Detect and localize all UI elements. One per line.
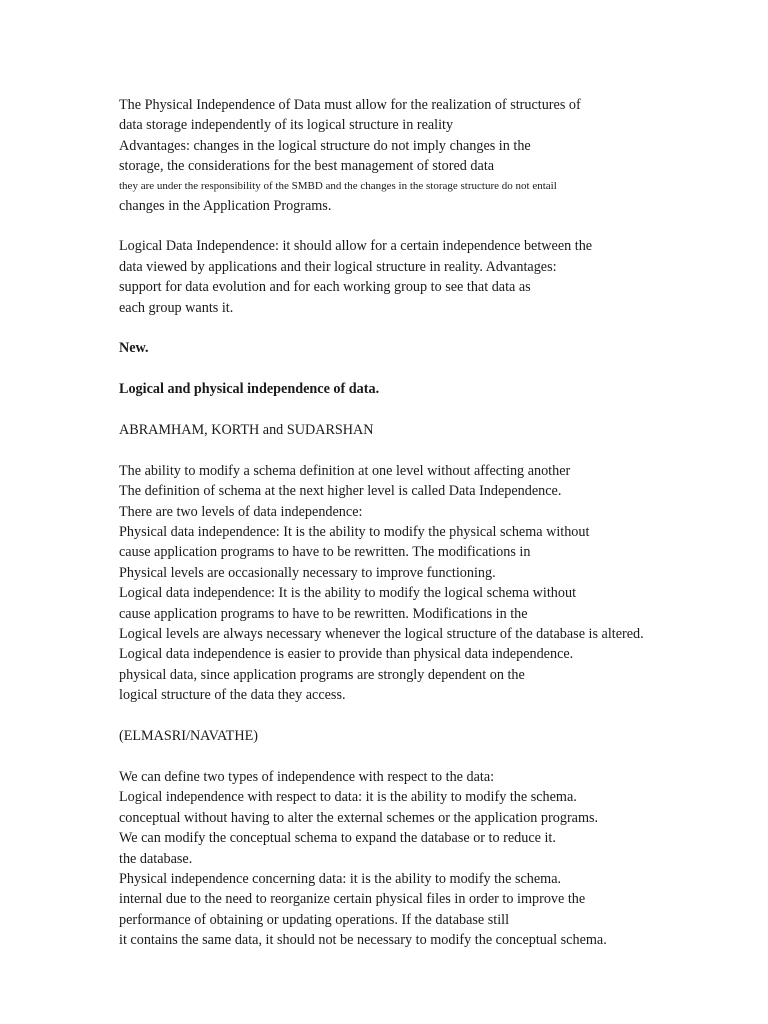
text-line: The definition of schema at the next higher level is called Data Independence. (119, 483, 562, 500)
text-line: There are two levels of data independence: (119, 503, 363, 520)
text-line: data viewed by applications and their logical structure in reality. Advantages: (119, 258, 557, 275)
text-line: performance of obtaining or updating operations. If the database still (119, 911, 510, 928)
text-line: Physical levels are occasionally necessary to improve functioning. (119, 564, 496, 581)
authors-korth: ABRAMHAM, KORTH and SUDARSHAN (119, 422, 374, 439)
text-line: the database. (119, 850, 193, 867)
text-line: support for data evolution and for each working group to see that data as (119, 279, 531, 296)
text-line: physical data, since application programs are strongly dependent on the (119, 666, 525, 683)
text-line: internal due to the need to reorganize certain physical files in order to improve the (119, 891, 586, 908)
text-line: The ability to modify a schema definition at one level without affecting another (119, 462, 571, 479)
text-line: logical structure of the data they access. (119, 687, 346, 704)
text-line: The Physical Independence of Data must allow for the realization of structures of (119, 97, 581, 113)
text-line: cause application programs to have to be rewritten. Modifications in the (119, 605, 528, 622)
section-heading: Logical and physical independence of data. (119, 381, 380, 398)
paragraph-physical-independence (119, 95, 739, 216)
text-line: Logical Data Independence: it should allow for a certain independence between the (119, 238, 593, 255)
text-line: Logical data independence: It is the ability to modify the logical schema without (119, 585, 577, 602)
text-line: We can define two types of independence with respect to the data: (119, 768, 495, 785)
text-line: Physical data independence: It is the ability to modify the physical schema without (119, 524, 590, 541)
text-line: Logical data independence is easier to provide than physical data independence. (119, 646, 574, 663)
new-label: New. (119, 340, 149, 357)
paragraph-elmasri-definition (119, 767, 739, 951)
text-line: each group wants it. (119, 299, 234, 316)
text-line: Physical independence concerning data: it is the ability to modify the schema. (119, 870, 562, 887)
text-line: Advantages: changes in the logical structure do not imply changes in the (119, 137, 531, 154)
authors-elmasri: (ELMASRI/NAVATHE) (119, 728, 258, 745)
text-line: cause application programs to have to be rewritten. The modifications in (119, 544, 531, 561)
text-line: Logical independence with respect to data: it is the ability to modify the schema. (119, 789, 577, 806)
text-line: We can modify the conceptual schema to expand the database or to reduce it. (119, 830, 556, 847)
text-line-small: they are under the responsibility of the SMBD and the changes in the storage structure do not entail (119, 179, 557, 192)
text-line: data storage independently of its logical structure in reality (119, 117, 454, 134)
text-line: changes in the Application Programs. (119, 197, 332, 214)
paragraph-logical-independence (119, 236, 739, 318)
text-line: conceptual without having to alter the external schemes or the application programs. (119, 809, 599, 826)
document-page (119, 95, 739, 971)
text-line: storage, the considerations for the best management of stored data (119, 158, 495, 175)
text-line: Logical levels are always necessary whenever the logical structure of the database is altered. (119, 626, 644, 643)
paragraph-korth-definition (119, 461, 739, 706)
text-line: it contains the same data, it should not be necessary to modify the conceptual schema. (119, 932, 607, 949)
